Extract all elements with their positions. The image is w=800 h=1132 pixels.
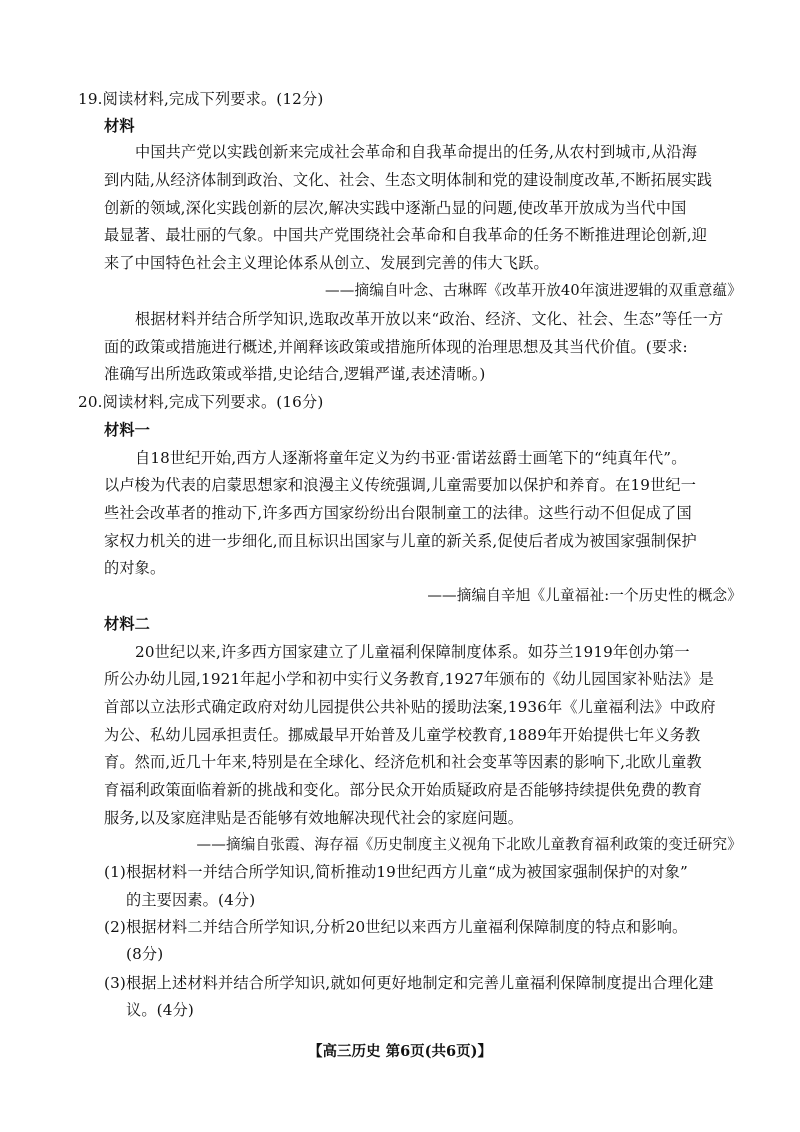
q20-sub3-line: (3)根据上述材料并结合所学知识,就如何更好地制定和完善儿童福利保障制度提出合理化建	[104, 974, 714, 992]
q20-material2-line: 育。然而,近几十年来,特别是在全球化、经济危机和社会变革等因素的影响下,北欧儿童教	[104, 753, 702, 771]
q20-sub3-line: 议。(4分)	[126, 1001, 194, 1019]
q20-source1: ——摘编自辛旭《儿童福祉:一个历史性的概念》	[427, 587, 742, 604]
q20-material2-line: 服务,以及家庭津贴是否能够有效地解决现代社会的家庭问题。	[104, 809, 524, 827]
q19-material-line: 最显著、最壮丽的气象。中国共产党围绕社会革命和自我革命的任务不断推进理论创新,迎	[104, 226, 708, 244]
q19-material-line: 到内陆,从经济体制到政治、文化、社会、生态文明体制和党的建设制度改革,不断拓展实践	[104, 171, 713, 189]
q19-material-line: 来了中国特色社会主义理论体系从创立、发展到完善的伟大飞跃。	[104, 254, 549, 272]
q20-sub2-line: (2)根据材料二并结合所学知识,分析20世纪以来西方儿童福利保障制度的特点和影响。	[104, 918, 688, 936]
q19-title: 19.阅读材料,完成下列要求。(12分)	[78, 90, 324, 108]
q20-sub1-line: 的主要因素。(4分)	[126, 891, 256, 909]
q19-task-line: 面的政策或措施进行概述,并阐释该政策或措施所体现的治理思想及其当代价值。(要求:	[104, 338, 688, 356]
q19-material-label: 材料	[104, 117, 135, 135]
q20-material2-line: 为公、私幼儿园承担责任。挪威最早开始普及儿童学校教育,1889年开始提供七年义务教	[104, 726, 701, 744]
q20-material2-label: 材料二	[104, 615, 151, 633]
q20-material1-line: 自18世纪开始,西方人逐渐将童年定义为约书亚·雷诺兹爵士画笔下的“纯真年代”。	[135, 449, 687, 467]
q20-material1-label: 材料一	[104, 421, 151, 439]
q20-title: 20.阅读材料,完成下列要求。(16分)	[78, 393, 324, 411]
q20-sub1-line: (1)根据材料一并结合所学知识,简析推动19世纪西方儿童“成为被国家强制保护的对象”	[104, 863, 688, 881]
q20-source2: ——摘编自张霞、海存福《历史制度主义视角下北欧儿童教育福利政策的变迁研究》	[196, 836, 742, 853]
page-footer: 【高三历史 第6页(共6页)】	[308, 1043, 492, 1060]
q19-task-line: 准确写出所选政策或举措,史论结合,逻辑严谨,表述清晰。)	[104, 365, 486, 383]
q19-task-line: 根据材料并结合所学知识,选取改革开放以来“政治、经济、文化、社会、生态”等任一方	[135, 310, 724, 328]
q19-material-line: 创新的领域,深化实践创新的层次,解决实践中逐渐凸显的问题,使改革开放成为当代中国	[104, 199, 687, 217]
q20-material2-line: 育福利政策面临着新的挑战和变化。部分民众开始质疑政府是否能够持续提供免费的教育	[104, 781, 703, 799]
q20-material1-line: 以卢梭为代表的启蒙思想家和浪漫主义传统强调,儿童需要加以保护和养育。在19世纪一	[104, 476, 697, 494]
q20-material1-line: 家权力机关的进一步细化,而且标识出国家与儿童的新关系,促使后者成为被国家强制保护	[104, 532, 697, 550]
q20-material1-line: 些社会改革者的推动下,许多西方国家纷纷出台限制童工的法律。这些行动不但促成了国	[104, 504, 692, 522]
q19-source: ——摘编自叶念、古琳晖《改革开放40年演进逻辑的双重意蕴》	[325, 282, 742, 299]
q20-material2-line: 首部以立法形式确定政府对幼儿园提供公共补贴的援助法案,1936年《儿童福利法》中政府	[104, 698, 716, 716]
q20-material2-line: 所公办幼儿园,1921年起小学和初中实行义务教育,1927年颁布的《幼儿园国家补贴法》是	[104, 670, 714, 688]
q19-material-line: 中国共产党以实践创新来完成社会革命和自我革命提出的任务,从农村到城市,从沿海	[135, 143, 698, 161]
q20-material2-line: 20世纪以来,许多西方国家建立了儿童福利保障制度体系。如芬兰1919年创办第一	[135, 643, 690, 661]
q20-material1-line: 的对象。	[104, 559, 166, 577]
q20-sub2-line: (8分)	[126, 945, 164, 963]
